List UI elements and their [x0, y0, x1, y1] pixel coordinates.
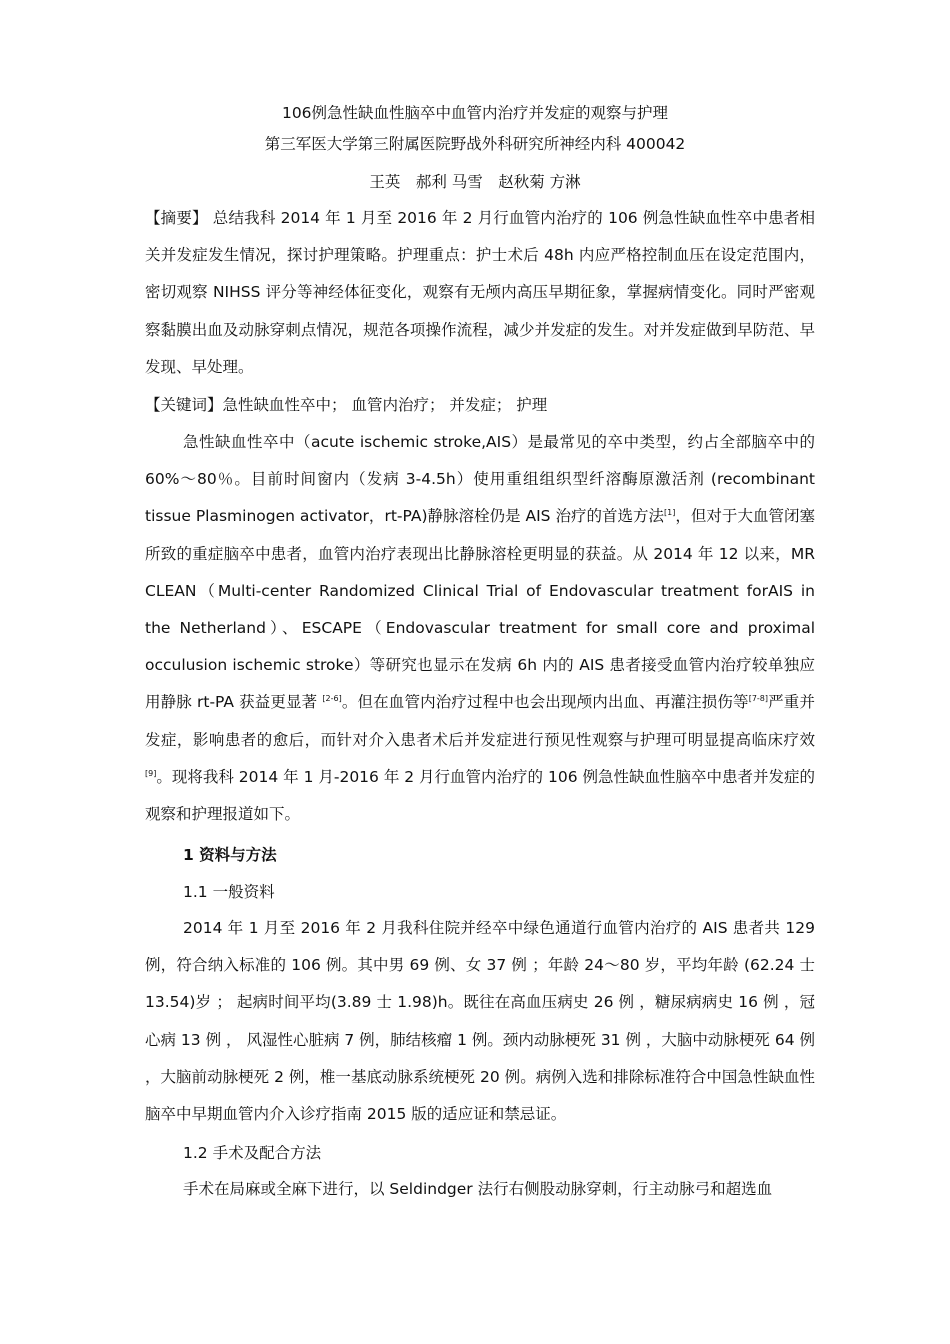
intro-text-part: 。现将我科 2014 年 1 月-2016 年 2 月行血管内治疗的 106 例急性缺血性脑卒中患者并发症的观察和护理报道如下。: [145, 767, 815, 824]
keywords-paragraph: [145, 387, 815, 424]
authors: 王英 郝利 马雪 赵秋菊 方淋: [369, 173, 581, 191]
surgery-block: [145, 1171, 815, 1208]
paper-title: 106例急性缺血性脑卒中血管内治疗并发症的观察与护理: [281, 104, 669, 122]
general-info-block: [145, 910, 815, 1133]
abstract-text: 总结我科 2014 年 1 月至 2016 年 2 月行血管内治疗的 106 例急性缺血性卒中患者相关并发症发生情况，探讨护理策略。护理重点：护士术后 48h 内应严格控制血压在设定范围内，密切观察 NIHSS 评分等神经体征变化，观察有无颅内高压早期征象，掌握病情变化。同时严密观察黏膜出血及动脉穿刺点情况，规范各项操作流程，减少并发症的发生。对并发症做到早防范、早发现、早处理。: [145, 209, 815, 376]
subsection-heading: 1.1 一般资料: [183, 883, 275, 901]
abstract-block: [145, 200, 815, 386]
abstract-paragraph: [145, 200, 815, 386]
citation-ref[interactable]: [2-6]: [322, 694, 342, 704]
keywords-text: 急性缺血性卒中； 血管内治疗； 并发症； 护理: [222, 396, 548, 414]
citation-ref[interactable]: [7-8]: [748, 694, 769, 704]
surgery-paragraph: 手术在局麻或全麻下进行，以 Seldindger 法行右侧股动脉穿刺，行主动脉弓和超选血: [183, 1180, 773, 1198]
section-heading: 1 资料与方法: [183, 846, 277, 864]
affiliation: 第三军医大学第三附属医院野战外科研究所神经内科 400042: [264, 135, 686, 153]
intro-text-part: 。但在血管内治疗过程中也会出现颅内出血、再灌注损伤等: [341, 693, 749, 712]
intro-text-part: 急性缺血性卒中（acute ischemic stroke,AIS）是最常见的卒中类型，约占全部脑卒中的 60%～80％。目前时间窗内（发病 3-4.5h）使用重组组织型纤溶酶原激活剂 (recombinant tissue Plasminogen activator，rt-PA)静脉溶栓仍是 AIS 治疗的首选方法: [145, 433, 815, 526]
intro-text-part: ，但对于大血管闭塞所致的重症脑卒中患者，血管内治疗表现出比静脉溶栓更明显的获益。从 2014 年 12 以来，MR CLEAN（Multi-center Randomized Clinical Trial of Endovascular treatment forAIS in the Netherland）、ESCAPE（Endovascular treatment for small core and proximal occulusion ischemic stroke）等研究也显示在发病 6h 内的 AIS 患者接受血管内治疗较单独应用静脉 rt-PA 获益更显著: [145, 507, 815, 712]
intro-block: [145, 424, 815, 833]
keywords-label: 【关键词】: [145, 396, 223, 414]
subsection-heading: 1.2 手术及配合方法: [183, 1144, 322, 1162]
general-info-paragraph: 2014 年 1 月至 2016 年 2 月我科住院并经卒中绿色通道行血管内治疗的 AIS 患者共 129 例，符合纳入标准的 106 例。其中男 69 例、女 37 例 ；年龄 24～80 岁，平均年龄 (62.24 士 13.54)岁 ； 起病时间平均(3.89 士 1.98)h。既往在高血压病史 26 例 ，糖尿病病史 16 例 ，冠心病 13 例 ， 风湿性心脏病 7 例，肺结核瘤 1 例。颈内动脉梗死 31 例 ，大脑中动脉梗死 64 例 ，大脑前动脉梗死 2 例，椎一基底动脉系统梗死 20 例。病例入选和排除标准符合中国急性缺血性脑卒中早期血管内介入诊疗指南 2015 版的适应证和禁忌证。: [145, 919, 815, 1124]
intro-text-part: 严重并发症，影响患者的愈后，而针对介入患者术后并发症进行预见性观察与护理可明显提高临床疗效: [145, 693, 815, 749]
keywords-block: [145, 387, 815, 424]
citation-ref[interactable]: [9]: [145, 768, 157, 778]
intro-paragraph: [145, 424, 815, 833]
abstract-label: 【摘要】: [145, 209, 208, 227]
citation-ref[interactable]: [1]: [664, 508, 676, 518]
